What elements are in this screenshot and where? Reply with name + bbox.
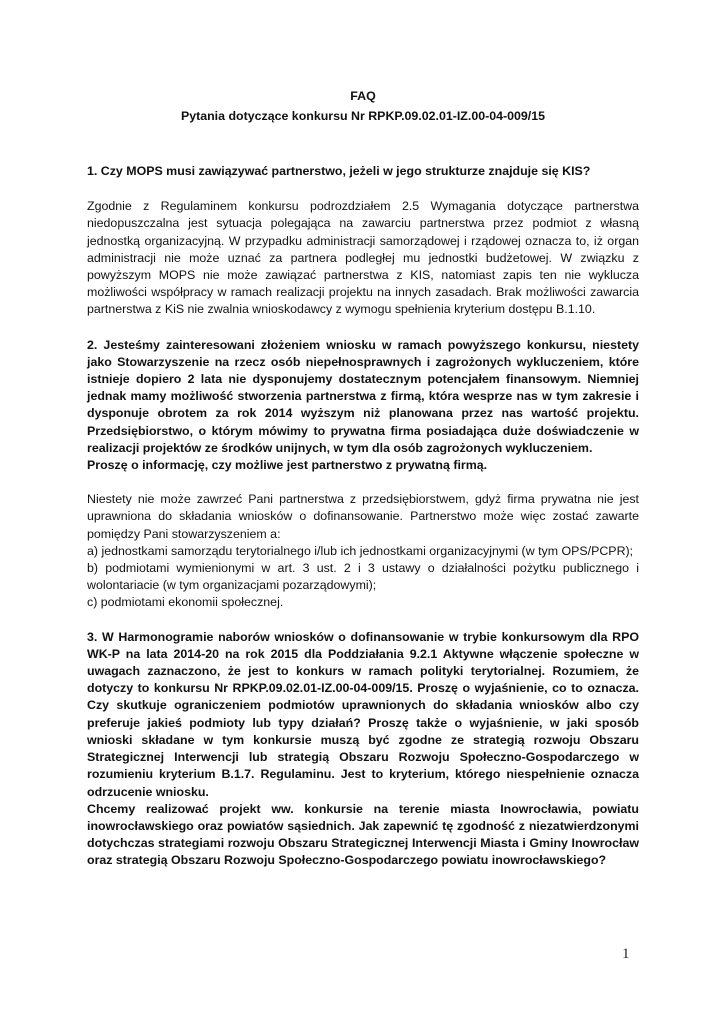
title-block [87,86,639,126]
document-body [87,163,639,870]
document-title: FAQ [350,89,376,103]
document-subtitle: Pytania dotyczące konkursu Nr RPKP.09.02.01-IZ.00-04-009/15 [180,109,546,123]
question-2-followup: Proszę o informację, czy możliwe jest partnerstwo z prywatną firmą. [87,458,488,473]
answer-2-item-a: a) jednostkami samorządu terytorialnego i/lub ich jednostkami organizacyjnymi (w tym OPS/PCPR); [87,543,634,558]
answer-2-intro: Niestety nie może zawrzeć Pani partnerstwa z przedsiębiorstwem, gdyż firma prywatna nie jest uprawniona do składania wniosków o dofinansowanie. Partnerstwo może więc zostać zawarte pomiędzy Pani stowarzyszeniem a: [87,492,639,541]
question-3-followup: Chcemy realizować projekt ww. konkursie na terenie miasta Inowrocławia, powiatu inowrocławskiego oraz powiatów sąsiednich. Jak zapewnić tę zgodność z niezatwierdzonymi dotychczas strategiami rozwoju Obszaru Strategicznej Interwencji Miasta i Gminy Inowrocław oraz strategią Obszaru Rozwoju Społeczno-Gospodarczego powiatu inowrocławskiego? [87,801,639,868]
answer-1: Zgodnie z Regulaminem konkursu podrozdziałem 2.5 Wymagania dotyczące partnerstwa niedopuszczalna jest sytuacja polegająca na zawarciu partnerstwa przez podmiot z własną jednostką organizacyjną. W przypadku administracji samorządowej i rządowej oznacza to, iż organ administracji nie może uznać za partnera podległej mu jednostki budżetowej. W związku z powyższym MOPS nie może zawiązać partnerstwa z KIS, natomiast zapis ten nie wyklucza możliwości współpracy w ramach realizacji projektu na innych zasadach. Brak możliwości zawarcia partnerstwa z KiS nie zwalnia wnioskodawcy z wymogu spełnienia kryterium dostępu B.1.10. [87,199,639,317]
question-3: 3. W Harmonogramie naborów wniosków o dofinansowanie w trybie konkursowym dla RPO WK-P na lata 2014-20 na rok 2015 dla Poddziałania 9.2.1 Aktywne włączenie społeczne w uwagach zaznaczono, że jest to konkurs w ramach polityki terytorialnej. Rozumiem, że dotyczy to konkursu Nr RPKP.09.02.01-IZ.00-04-009/15. Proszę o wyjaśnienie, co to oznacza. Czy skutkuje ograniczeniem podmiotów uprawnionych do składania wniosków albo czy preferuje jakieś podmioty lub typy działań? Proszę także o wyjaśnienie, w jaki sposób wnioski składane w tym konkursie muszą być zgodne ze strategią rozwoju Obszaru Strategicznej Interwencji lub strategią Obszaru Rozwoju Społeczno-Gospodarczego w rozumieniu kryterium B.1.7. Regulaminu. Jest to kryterium, którego niespełnienie oznacza odrzucenie wniosku. [87,629,639,799]
page-number: 1 [622,946,630,962]
answer-2-item-b: b) podmiotami wymienionymi w art. 3 ust. 2 i 3 ustawy o działalności pożytku publicznego i wolontariacie (w tym organizacjami pozarządowymi); [87,561,639,593]
answer-2-item-c: c) podmiotami ekonomii społecznej. [87,595,284,610]
question-2: 2. Jesteśmy zainteresowani złożeniem wniosku w ramach powyższego konkursu, niestety jako Stowarzyszenie na rzecz osób niepełnosprawnych i zagrożonych wykluczeniem, które istnieje dopiero 2 lata nie dysponujemy dostatecznym potencjałem finansowym. Niemniej jednak mamy możliwość stworzenia partnerstwa z firmą, która wesprze nas w tym zakresie i dysponuje obrotem za rok 2014 wyższym niż planowana przez nas wartość projektu. Przedsiębiorstwo, o którym mówimy to prywatna firma posiadająca duże doświadczenie w realizacji projektów ze środków unijnych, w tym dla osób zagrożonych wykluczeniem. [87,337,639,455]
question-1: 1. Czy MOPS musi zawiązywać partnerstwo, jeżeli w jego strukturze znajduje się KIS? [87,164,591,178]
